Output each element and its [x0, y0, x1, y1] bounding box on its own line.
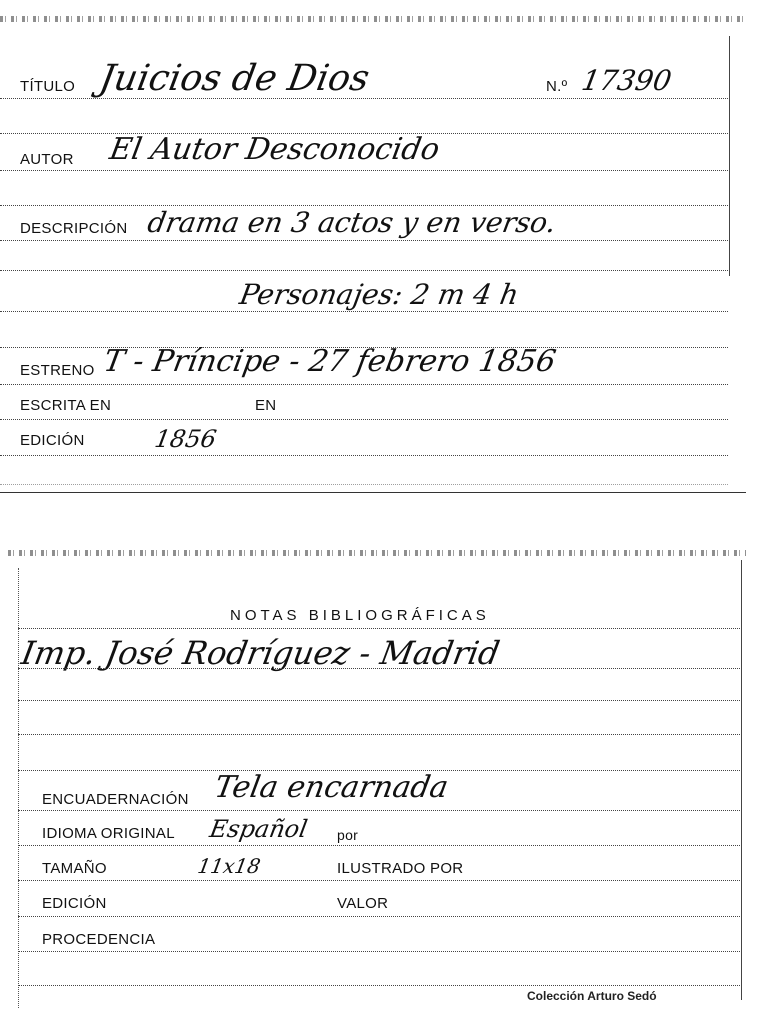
idioma-value: Español [207, 815, 310, 843]
autor-label: AUTOR [20, 151, 74, 168]
autor-value: El Autor Desconocido [106, 132, 443, 167]
notas-title: NOTAS BIBLIOGRÁFICAS [230, 607, 490, 624]
tamano-label: TAMAÑO [42, 860, 107, 877]
encuadernacion-value: Tela encarnada [211, 770, 451, 805]
scan-noise-top [0, 16, 745, 22]
card-right-border [729, 36, 730, 276]
card-left-border [18, 568, 19, 1008]
en-label: EN [255, 397, 277, 414]
dotted-rule [0, 419, 728, 420]
valor-label: VALOR [337, 895, 389, 912]
titulo-label: TÍTULO [20, 78, 76, 95]
edicion-label-bottom: EDICIÓN [42, 895, 107, 912]
encuadernacion-label: ENCUADERNACIÓN [42, 791, 189, 808]
dotted-rule [18, 880, 740, 881]
dotted-rule [18, 734, 740, 735]
edicion-label: EDICIÓN [20, 432, 85, 449]
card-right-border [741, 560, 742, 1000]
dotted-rule [0, 384, 728, 385]
card-bottom-edge [0, 492, 746, 493]
descripcion-label: DESCRIPCIÓN [20, 220, 128, 237]
dotted-rule [0, 484, 728, 485]
dotted-rule [0, 455, 728, 456]
numero-value: 17390 [579, 64, 674, 97]
edicion-value: 1856 [152, 425, 219, 453]
catalog-card-bottom [0, 540, 759, 1028]
estreno-label: ESTRENO [20, 362, 95, 379]
dotted-rule [18, 845, 740, 846]
dotted-rule [18, 628, 740, 629]
dotted-rule [18, 951, 740, 952]
tamano-value: 11x18 [195, 854, 263, 878]
titulo-value: Juicios de Dios [96, 58, 373, 99]
collection-footer: Colección Arturo Sedó [527, 989, 657, 1003]
scan-noise-bottom [8, 550, 746, 556]
dotted-rule [18, 916, 740, 917]
notas-value: Imp. José Rodríguez - Madrid [18, 634, 503, 672]
ilustrado-label: ILUSTRADO POR [337, 860, 464, 877]
dotted-rule [0, 311, 728, 312]
dotted-rule [18, 985, 740, 986]
catalog-card-top [0, 0, 759, 495]
dotted-rule [0, 240, 728, 241]
procedencia-label: PROCEDENCIA [42, 931, 156, 948]
estreno-value: T - Príncipe - 27 febrero 1856 [100, 344, 559, 379]
numero-label: N.º [546, 78, 568, 95]
escrita-en-label: ESCRITA EN [20, 397, 112, 414]
idioma-label: IDIOMA ORIGINAL [42, 825, 175, 842]
dotted-rule [18, 810, 740, 811]
por-label: por [337, 827, 359, 843]
descripcion-value: drama en 3 actos y en verso. [145, 206, 559, 239]
personajes-value: Personajes: 2 m 4 h [237, 278, 522, 311]
dotted-rule [18, 700, 740, 701]
dotted-rule [0, 98, 728, 99]
dotted-rule [18, 668, 740, 669]
dotted-rule [0, 270, 728, 271]
dotted-rule [0, 170, 728, 171]
